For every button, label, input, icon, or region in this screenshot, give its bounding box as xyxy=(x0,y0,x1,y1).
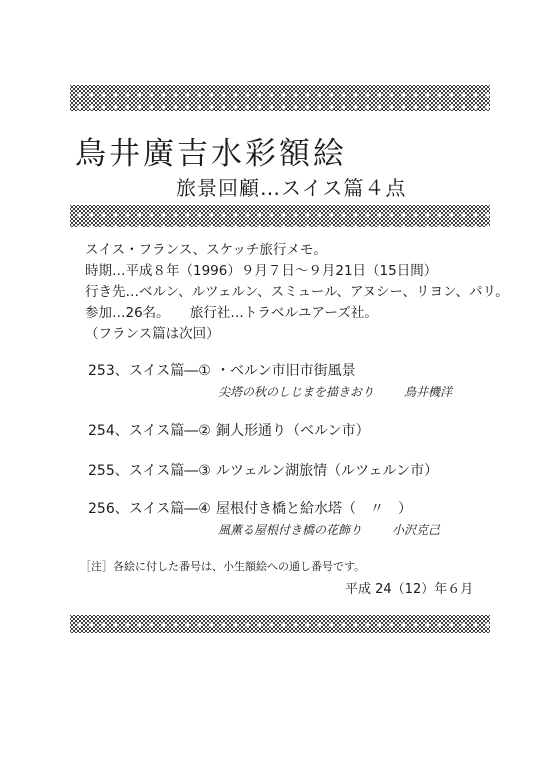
decorative-band-middle xyxy=(70,205,490,227)
list-item xyxy=(88,420,370,440)
item-name: 屋根付き橋と給水塔（ 〃 ） xyxy=(216,501,412,517)
document-date: 平成 24（12）年６月 xyxy=(345,582,474,597)
page-subtitle: 旅景回顧…スイス篇４点 xyxy=(176,176,407,200)
item-number: 254、スイス篇―② xyxy=(88,423,211,439)
page-title: 鳥井廣吉水彩額絵 xyxy=(75,136,347,172)
footnote: ［注］各絵に付した番号は、小生額絵への通し番号です。 xyxy=(80,560,366,573)
list-item xyxy=(88,360,452,400)
list-item xyxy=(88,498,440,538)
item-name: ルツェルン湖旅情（ルツェルン市） xyxy=(216,463,439,479)
decorative-band-bottom xyxy=(70,615,490,633)
info-line: 行き先…ベルン、ルツェルン、スミュール、アヌシー、リヨン、パリ。 xyxy=(85,284,509,300)
info-line: スイス・フランス、スケッチ旅行メモ。 xyxy=(85,242,327,258)
item-haiku xyxy=(218,383,452,400)
decorative-band-top xyxy=(70,85,490,111)
haiku-text: 風薫る屋根付き橋の花飾り xyxy=(218,523,363,537)
haiku-author: 鳥井機洋 xyxy=(404,385,453,399)
info-line: （フランス篇は次回） xyxy=(85,326,220,342)
item-name: 銅人形通り（ベルン市） xyxy=(216,423,370,439)
item-number: 256、スイス篇―④ xyxy=(88,501,211,517)
info-line: 参加…26名。 旅行社…トラベルユアーズ社。 xyxy=(85,305,378,321)
list-item xyxy=(88,460,438,480)
item-number: 255、スイス篇―③ xyxy=(88,463,211,479)
haiku-text: 尖塔の秋のしじまを描きおり xyxy=(218,385,375,399)
item-number: 253、スイス篇―① xyxy=(88,363,211,379)
item-name: ・ベルン市旧市街風景 xyxy=(216,363,356,379)
haiku-author: 小沢克己 xyxy=(392,523,441,537)
item-haiku xyxy=(218,521,440,538)
info-line: 時期…平成８年（1996）９月７日～９月21日（15日間） xyxy=(85,263,438,279)
trip-info xyxy=(85,240,509,345)
